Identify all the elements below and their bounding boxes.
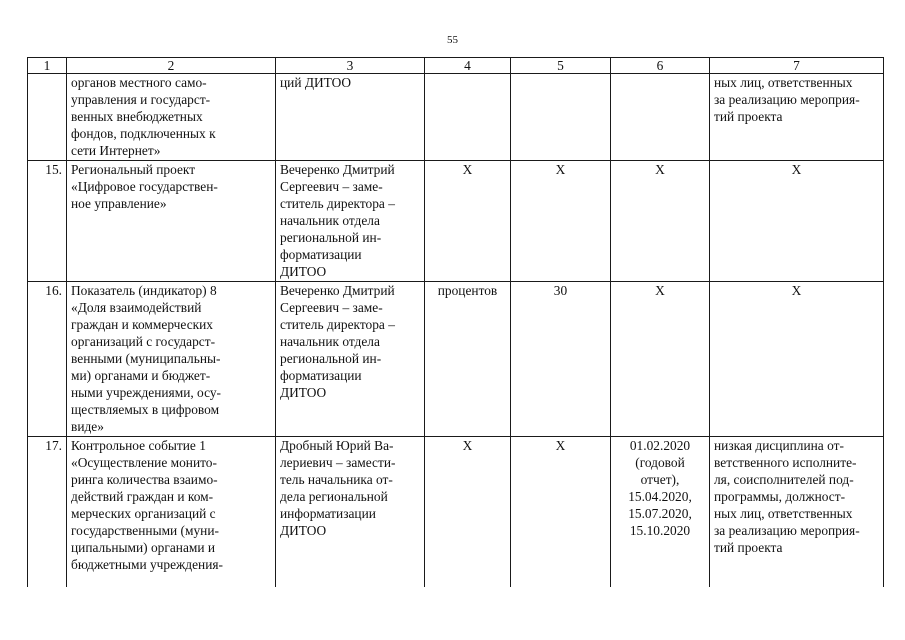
row-value: Х — [511, 437, 611, 588]
table-row — [28, 74, 884, 161]
row-number: 15. — [28, 161, 67, 282]
row-number — [28, 74, 67, 161]
row-risk: низкая дисциплина от- ветственного исполните- ля, соисполнителей под- программы, должност- ных лиц, ответственных за реализацию мероприя- тий проекта — [710, 437, 884, 588]
row-risk: ных лиц, ответственных за реализацию мероприя- тий проекта — [710, 74, 884, 161]
row-responsible: Вечеренко Дмитрий Сергеевич – заме- ститель директора – начальник отдела региональной ин- форматизации ДИТОО — [276, 161, 425, 282]
row-value: Х — [511, 161, 611, 282]
row-name: органов местного само- управления и государст- венных внебюджетных фондов, подключенных к сети Интернет» — [67, 74, 276, 161]
row-date: Х — [611, 161, 710, 282]
document-table — [27, 57, 884, 587]
column-number: 1 — [28, 58, 67, 74]
column-number: 5 — [511, 58, 611, 74]
row-number: 17. — [28, 437, 67, 588]
row-unit: Х — [425, 437, 511, 588]
row-risk: Х — [710, 282, 884, 437]
row-value: 30 — [511, 282, 611, 437]
table-header-row — [28, 58, 884, 74]
row-name: Региональный проект «Цифровое государствен- ное управление» — [67, 161, 276, 282]
column-number: 7 — [710, 58, 884, 74]
row-value — [511, 74, 611, 161]
table-row — [28, 437, 884, 588]
row-risk: Х — [710, 161, 884, 282]
row-name: Показатель (индикатор) 8 «Доля взаимодействий граждан и коммерческих организаций с государст- венными (муниципальны- ми) органами и бюджет- ными учреждениями, осу- ществляемых в цифровом виде» — [67, 282, 276, 437]
table-row — [28, 161, 884, 282]
column-number: 2 — [67, 58, 276, 74]
row-name: Контрольное событие 1 «Осуществление монито- ринга количества взаимо- действий граждан и ком- мерческих организаций с государственными (муни- ципальными) органами и бюджетными учреждения- — [67, 437, 276, 588]
column-number: 6 — [611, 58, 710, 74]
row-unit — [425, 74, 511, 161]
row-unit: Х — [425, 161, 511, 282]
row-unit: процентов — [425, 282, 511, 437]
page-number: 55 — [447, 34, 458, 46]
row-date: 01.02.2020 (годовой отчет), 15.04.2020, 15.07.2020, 15.10.2020 — [611, 437, 710, 588]
row-responsible: ций ДИТОО — [276, 74, 425, 161]
row-date: Х — [611, 282, 710, 437]
column-number: 4 — [425, 58, 511, 74]
column-number: 3 — [276, 58, 425, 74]
row-responsible: Вечеренко Дмитрий Сергеевич – заме- ститель директора – начальник отдела региональной ин- форматизации ДИТОО — [276, 282, 425, 437]
row-responsible: Дробный Юрий Ва- лериевич – замести- тель начальника от- дела региональной информатизации ДИТОО — [276, 437, 425, 588]
row-date — [611, 74, 710, 161]
table-row — [28, 282, 884, 437]
row-number: 16. — [28, 282, 67, 437]
